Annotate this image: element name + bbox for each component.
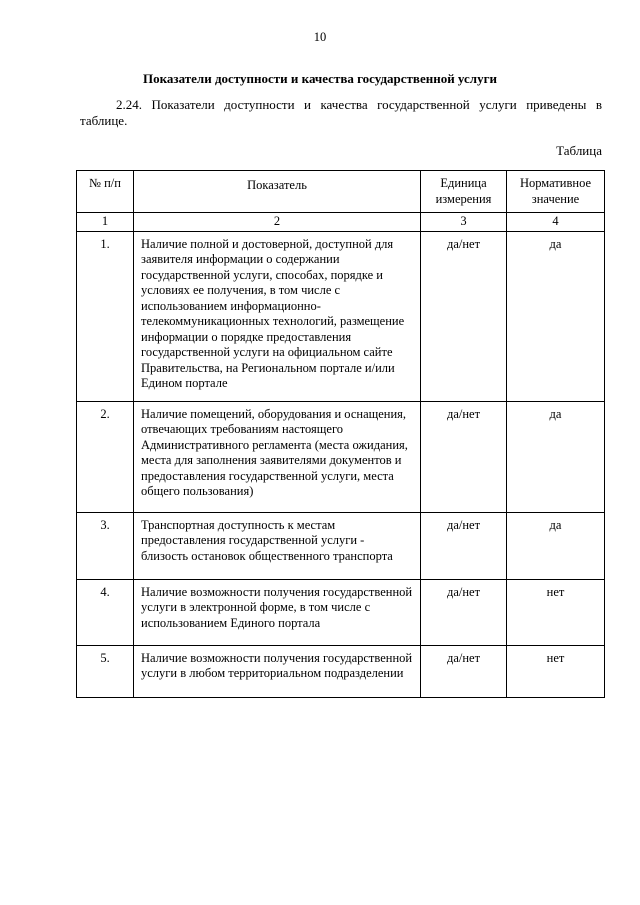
row-indicator: Наличие помещений, оборудования и оснащения, отвечающих требованиям настоящего Административного регламента (места ожидания, места для заполнения заявителями документов и предоставления государственной услуги, места общего пользования) <box>134 401 421 512</box>
row-indicator: Наличие возможности получения государственной услуги в любом территориальном подразделении <box>134 645 421 697</box>
row-norm: нет <box>507 579 605 645</box>
header-indicator: Показатель <box>134 171 421 213</box>
table-row <box>77 645 605 697</box>
row-unit: да/нет <box>421 645 507 697</box>
table-caption: Таблица <box>556 143 602 158</box>
index-cell: 3 <box>421 213 507 232</box>
table-index-row <box>77 213 605 232</box>
row-norm: нет <box>507 645 605 697</box>
row-unit: да/нет <box>421 512 507 579</box>
row-norm: да <box>507 401 605 512</box>
intro-paragraph: 2.24. Показатели доступности и качества государственной услуги приведены в таблице. <box>80 97 602 128</box>
row-indicator: Транспортная доступность к местам предоставления государственной услуги - близость остановок общественного транспорта <box>134 512 421 579</box>
table-header-row <box>77 171 605 213</box>
row-number: 4. <box>77 579 134 645</box>
row-number: 2. <box>77 401 134 512</box>
header-unit: Единица измерения <box>421 171 507 213</box>
row-norm: да <box>507 231 605 401</box>
index-cell: 2 <box>134 213 421 232</box>
row-indicator: Наличие возможности получения государственной услуги в электронной форме, в том числе с использованием Единого портала <box>134 579 421 645</box>
index-cell: 1 <box>77 213 134 232</box>
page-number: 10 <box>313 30 327 44</box>
table-row <box>77 401 605 512</box>
table-row <box>77 579 605 645</box>
index-cell: 4 <box>507 213 605 232</box>
section-title: Показатели доступности и качества государственной услуги <box>142 71 497 86</box>
table-row <box>77 231 605 401</box>
row-norm: да <box>507 512 605 579</box>
row-number: 3. <box>77 512 134 579</box>
indicators-table <box>76 170 605 698</box>
table-row <box>77 512 605 579</box>
header-number: № п/п <box>77 171 134 213</box>
row-indicator: Наличие полной и достоверной, доступной для заявителя информации о содержании государственной услуги, способах, порядке и условиях ее получения, в том числе с использованием информационно-телекоммуникационных технологий, размещение информации о порядке предоставления государственной услуги на официальном сайте Правительства, на Региональном портале и/или Едином портале <box>134 231 421 401</box>
row-unit: да/нет <box>421 231 507 401</box>
row-unit: да/нет <box>421 401 507 512</box>
header-norm: Нормативное значение <box>507 171 605 213</box>
row-unit: да/нет <box>421 579 507 645</box>
row-number: 1. <box>77 231 134 401</box>
row-number: 5. <box>77 645 134 697</box>
